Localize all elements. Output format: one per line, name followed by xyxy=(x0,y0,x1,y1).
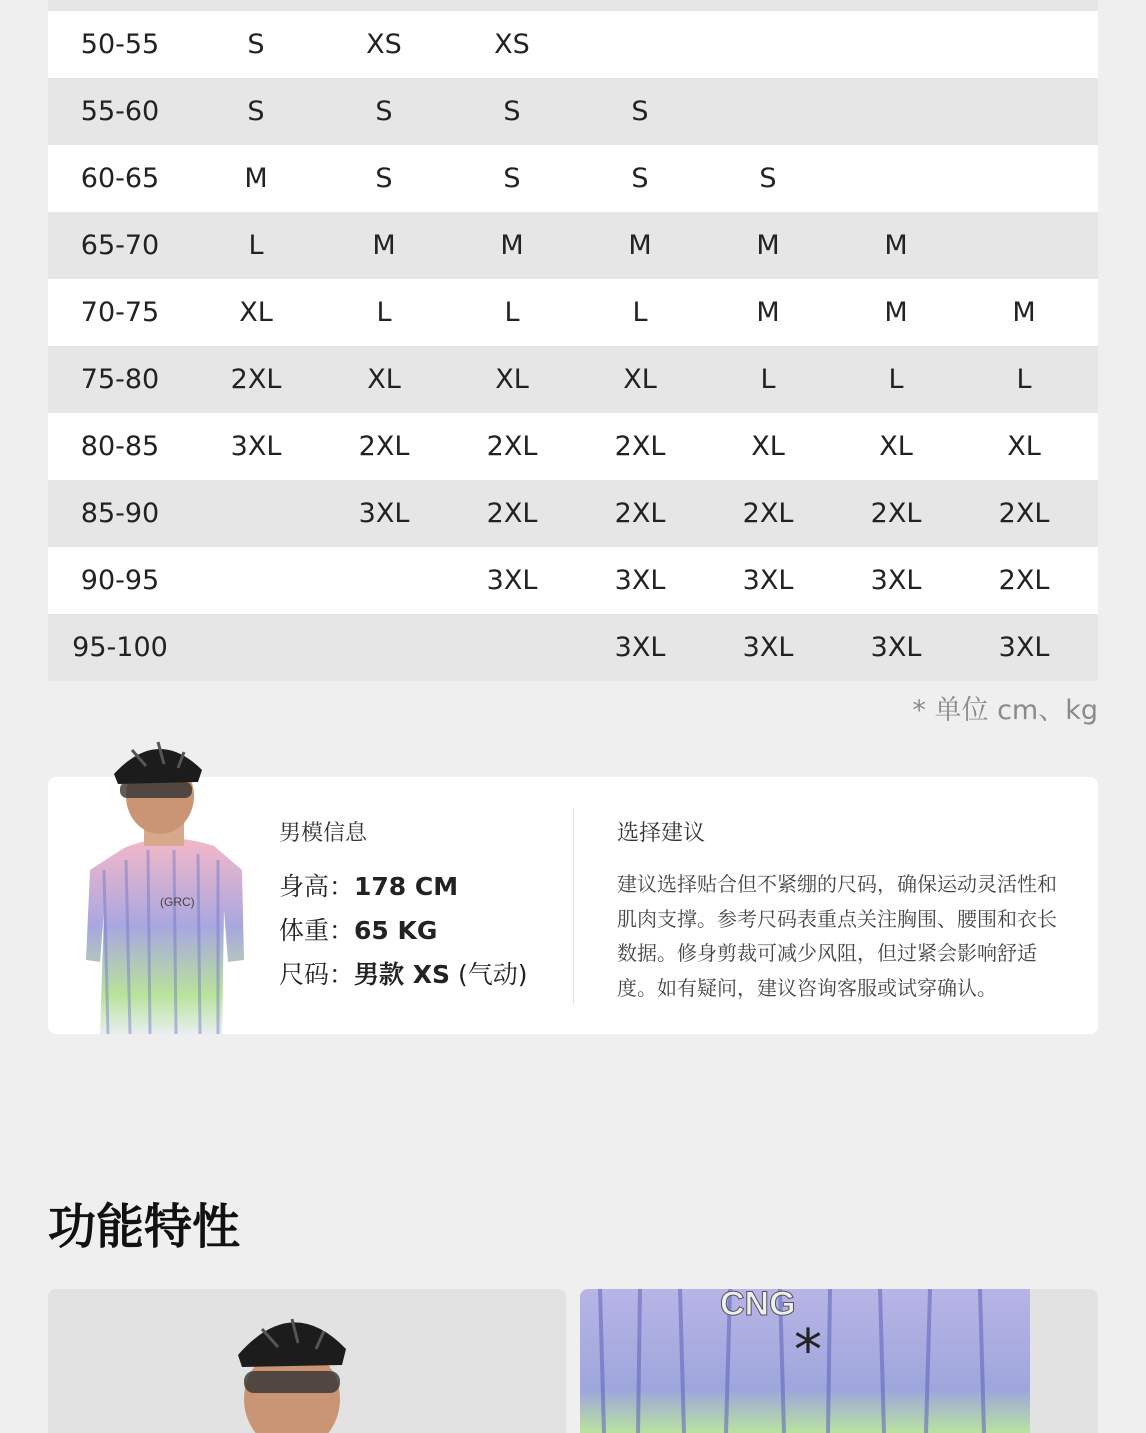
table-row xyxy=(48,346,1098,413)
table-row xyxy=(48,145,1098,212)
size-cell: XL xyxy=(1007,431,1041,462)
size-cell: S xyxy=(503,163,521,194)
table-row xyxy=(48,11,1098,78)
size-cell: S xyxy=(503,96,521,127)
size-cell: 3XL xyxy=(230,431,282,462)
weight-range-cell: 55-60 xyxy=(80,96,160,127)
size-cell: M xyxy=(884,230,908,261)
size-cell: 3XL xyxy=(870,632,922,663)
model-helmet-image xyxy=(48,1289,566,1433)
table-row xyxy=(48,212,1098,279)
weight-range-cell: 95-100 xyxy=(72,632,168,663)
size-cell: XL xyxy=(367,364,401,395)
size-cell: XL xyxy=(751,431,785,462)
weight-range-cell: 75-80 xyxy=(80,364,160,395)
model-photo xyxy=(86,730,246,1034)
model-height xyxy=(279,865,569,909)
size-cell: 2XL xyxy=(742,498,794,529)
size-cell: 3XL xyxy=(998,632,1050,663)
weight-label: 体重： xyxy=(279,916,355,945)
table-top-strip xyxy=(48,0,1098,11)
size-cell: 3XL xyxy=(870,565,922,596)
size-cell: M xyxy=(372,230,396,261)
table-row xyxy=(48,480,1098,547)
svg-text:CNG: CNG xyxy=(720,1289,796,1323)
size-cell: 3XL xyxy=(614,632,666,663)
size-cell: S xyxy=(375,163,393,194)
model-info xyxy=(279,816,569,997)
size-cell: M xyxy=(884,297,908,328)
feature-image-model xyxy=(48,1289,566,1433)
table-row xyxy=(48,547,1098,614)
size-cell: L xyxy=(760,364,776,395)
size-chart-rows xyxy=(48,11,1098,681)
weight-range-cell: 80-85 xyxy=(80,431,160,462)
size-advice xyxy=(617,816,1067,1005)
size-cell: M xyxy=(756,297,780,328)
size-chart-table xyxy=(48,0,1098,681)
feature-image-fabric xyxy=(580,1289,1098,1433)
size-cell: L xyxy=(632,297,648,328)
size-cell: 2XL xyxy=(486,431,538,462)
size-cell: M xyxy=(756,230,780,261)
size-cell: L xyxy=(376,297,392,328)
size-cell: S xyxy=(631,96,649,127)
size-cell: 3XL xyxy=(614,565,666,596)
size-cell: S xyxy=(247,29,265,60)
model-size xyxy=(279,953,569,997)
weight-range-cell: 60-65 xyxy=(80,163,160,194)
size-note: (气动) xyxy=(450,960,528,989)
size-cell: M xyxy=(628,230,652,261)
size-cell: 2XL xyxy=(486,498,538,529)
weight-range-cell: 50-55 xyxy=(80,29,160,60)
size-cell: 3XL xyxy=(486,565,538,596)
size-cell: XS xyxy=(494,29,530,60)
card-divider xyxy=(573,808,574,1004)
size-label: 尺码： xyxy=(279,960,355,989)
weight-range-cell: 85-90 xyxy=(80,498,160,529)
size-cell: 3XL xyxy=(742,565,794,596)
model-info-title: 男模信息 xyxy=(279,821,368,846)
size-cell: XS xyxy=(366,29,402,60)
size-cell: L xyxy=(888,364,904,395)
size-value: 男款 XS xyxy=(354,960,450,989)
size-cell: M xyxy=(244,163,268,194)
advice-text: 建议选择贴合但不紧绷的尺码，确保运动灵活性和肌肉支撑。参考尺码表重点关注胸围、腰围和衣长数据。修身剪裁可减少风阻，但过紧会影响舒适度。如有疑问，建议咨询客服或试穿确认。 xyxy=(617,872,1057,1000)
size-cell: 2XL xyxy=(230,364,282,395)
size-cell: S xyxy=(247,96,265,127)
svg-text:*: * xyxy=(794,1318,822,1383)
size-cell: XL xyxy=(879,431,913,462)
size-cell: XL xyxy=(495,364,529,395)
unit-note: * 单位 cm、kg xyxy=(912,695,1098,726)
size-cell: S xyxy=(631,163,649,194)
height-value: 178 CM xyxy=(354,872,459,901)
table-row xyxy=(48,279,1098,346)
weight-range-cell: 70-75 xyxy=(80,297,160,328)
svg-text:(GRC): (GRC) xyxy=(160,895,195,909)
weight-value: 65 KG xyxy=(354,916,438,945)
size-cell: L xyxy=(504,297,520,328)
model-weight xyxy=(279,909,569,953)
size-cell: 2XL xyxy=(614,498,666,529)
size-cell: L xyxy=(248,230,264,261)
size-cell: XL xyxy=(623,364,657,395)
jersey-fabric-image xyxy=(580,1289,1098,1433)
size-cell: 3XL xyxy=(358,498,410,529)
features-heading: 功能特性 xyxy=(48,1199,241,1255)
size-cell: L xyxy=(1016,364,1032,395)
size-cell: M xyxy=(1012,297,1036,328)
size-cell: 3XL xyxy=(742,632,794,663)
size-cell: 2XL xyxy=(870,498,922,529)
size-cell: S xyxy=(759,163,777,194)
table-row xyxy=(48,614,1098,681)
size-cell: XL xyxy=(239,297,273,328)
size-cell: 2XL xyxy=(998,565,1050,596)
size-cell: S xyxy=(375,96,393,127)
weight-range-cell: 90-95 xyxy=(80,565,160,596)
size-cell: 2XL xyxy=(998,498,1050,529)
height-label: 身高： xyxy=(279,872,355,901)
table-row xyxy=(48,78,1098,145)
size-cell: M xyxy=(500,230,524,261)
weight-range-cell: 65-70 xyxy=(80,230,160,261)
size-cell: 2XL xyxy=(614,431,666,462)
advice-title: 选择建议 xyxy=(617,821,706,846)
size-cell: 2XL xyxy=(358,431,410,462)
table-row xyxy=(48,413,1098,480)
